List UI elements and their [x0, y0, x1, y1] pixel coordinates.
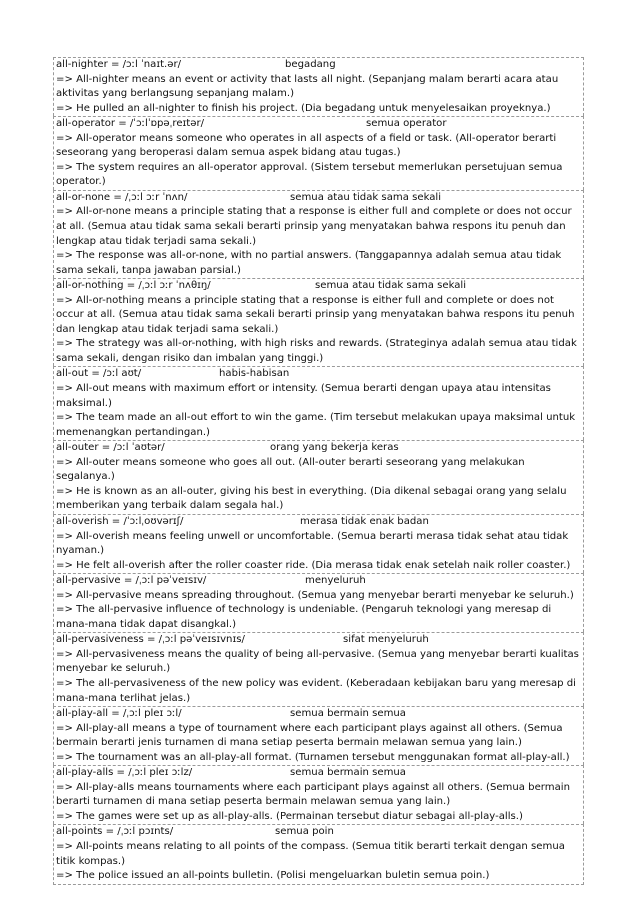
translation: semua atau tidak sama sekali	[290, 191, 442, 203]
entry-header	[56, 707, 581, 722]
example: => The system requires an all-operator approval. (Sistem tersebut memerlukan persetujuan semua operator.)	[56, 161, 563, 188]
headword: all-or-none = /ˌɔːl ɔːr ˈnʌn/	[56, 191, 188, 203]
translation: habis-habisan	[219, 368, 290, 380]
translation: semua bermain semua	[290, 767, 406, 779]
entry-all-pervasive	[53, 573, 584, 632]
entry-all-pervasiveness	[53, 632, 584, 706]
example: => The strategy was all-or-nothing, with high risks and rewards. (Strateginya adalah semua atau tidak sama sekali, dengan risiko dan imbalan yang tinggi.)	[56, 338, 577, 364]
entry-header	[56, 367, 581, 382]
definition: => All-or-nothing means a principle stating that a response is either full and complete or does not occur at all. (Semua atau tidak sama sekali berarti prinsip yang menyatakan bahwa respons itu penuh dan lengkap atau tidak terjadi sama sekali.)	[56, 294, 575, 335]
definition: => All-points means relating to all points of the compass. (Semua titik berarti terkait dengan semua titik kompas.)	[56, 840, 565, 867]
example: => The all-pervasiveness of the new policy was evident. (Keberadaan kebijakan baru yang meresap di mana-mana terlihat jelas.)	[56, 677, 576, 704]
definition: => All-or-none means a principle stating that a response is either full and complete or does not occur at all. (Semua atau tidak sama sekali berarti prinsip yang menyatakan bahwa respons itu penuh dan lengkap atau tidak terjadi sama sekali.)	[56, 206, 572, 247]
entry-header	[56, 633, 581, 648]
example: => He felt all-overish after the roller coaster ride. (Dia merasa tidak enak setelah naik roller coaster.)	[56, 559, 571, 571]
definition: => All-pervasiveness means the quality of being all-pervasive. (Semua yang menyebar berarti kualitas menyebar ke seluruh.)	[56, 648, 579, 675]
translation: begadang	[285, 59, 336, 70]
definition: => All-out means with maximum effort or intensity. (Semua berarti dengan upaya atau intensitas maksimal.)	[56, 383, 551, 409]
headword: all-out = /ɔːl aʊt/	[56, 368, 142, 380]
entry-all-or-nothing	[53, 278, 584, 366]
example: => The response was all-or-none, with no partial answers. (Tanggapannya adalah semua atau tidak sama sekali, tanpa jawaban parsial.)	[56, 250, 562, 276]
entry-header	[56, 825, 581, 840]
example: => The all-pervasive influence of technology is undeniable. (Pengaruh teknologi yang meresap di mana-mana tidak dapat disangkal.)	[56, 604, 552, 630]
definition: => All-pervasive means spreading throughout. (Semua yang menyebar berarti menyebar ke seluruh.)	[56, 589, 574, 601]
entry-header	[56, 574, 581, 589]
translation: orang yang bekerja keras	[270, 442, 399, 454]
definition: => All-nighter means an event or activity that lasts all night. (Sepanjang malam berarti acara atau aktivitas yang berlangsung sepanjang malam.)	[56, 73, 559, 100]
translation: semua bermain semua	[290, 708, 406, 720]
translation: semua operator	[366, 118, 447, 130]
entry-header	[56, 766, 581, 781]
translation: semua atau tidak sama sekali	[315, 280, 467, 292]
headword: all-outer = /ɔːl ˈaʊtər/	[56, 442, 165, 454]
definition: => All-operator means someone who operates in all aspects of a field or task. (All-operator berarti seseorang yang beroperasi dalam semua aspek bidang atau tugas.)	[56, 132, 557, 159]
definition: => All-play-alls means tournaments where each participant plays against all others. (Semua bermain berarti turnamen di mana setiap peserta bermain melawan semua yang lain.)	[56, 781, 570, 808]
headword: all-or-nothing = /ˌɔːl ɔːr ˈnʌθɪŋ/	[56, 280, 211, 292]
headword: all-play-alls = /ˌɔːl pleɪ ɔːlz/	[56, 767, 193, 779]
headword: all-pervasiveness = /ˌɔːl pəˈveɪsɪvnɪs/	[56, 634, 245, 646]
headword: all-operator = /ˈɔːlˈɒpəˌreɪtər/	[56, 118, 205, 130]
dictionary-page	[53, 57, 584, 885]
entry-header	[56, 515, 581, 530]
example: => He pulled an all-nighter to finish his project. (Dia begadang untuk menyelesaikan proyeknya.)	[56, 102, 551, 114]
entry-all-overish	[53, 514, 584, 573]
entry-all-or-none	[53, 190, 584, 278]
headword: all-points = /ˌɔːl pɔɪnts/	[56, 826, 174, 838]
example: => The police issued an all-points bulletin. (Polisi mengeluarkan buletin semua poin.)	[56, 870, 490, 882]
entry-all-play-all	[53, 706, 584, 765]
entry-header	[56, 58, 581, 73]
example: => The games were set up as all-play-alls. (Permainan tersebut diatur sebagai all-play-alls.)	[56, 810, 523, 822]
example: => He is known as an all-outer, giving his best in everything. (Dia dikenal sebagai orang yang selalu memberikan yang terbaik dalam segala hal.)	[56, 485, 567, 512]
entry-all-outer	[53, 440, 584, 514]
translation: sifat menyeluruh	[343, 634, 429, 646]
entry-header	[56, 191, 581, 206]
entry-header	[56, 279, 581, 294]
entry-all-play-alls	[53, 765, 584, 824]
definition: => All-play-all means a type of tournament where each participant plays against all others. (Semua bermain berarti jenis turnamen di mana setiap peserta bermain melawan semua yang lain.)	[56, 722, 563, 749]
definition: => All-outer means someone who goes all out. (All-outer berarti seseorang yang melakukan segalanya.)	[56, 456, 525, 483]
translation: menyeluruh	[305, 575, 366, 587]
entry-all-out	[53, 366, 584, 440]
headword: all-nighter = /ɔːl ˈnaɪt.ər/	[56, 59, 182, 70]
entry-all-points	[53, 824, 584, 884]
headword: all-overish = /ˈɔːlˌoʊvərɪʃ/	[56, 515, 184, 527]
translation: semua poin	[275, 826, 334, 838]
entry-all-operator	[53, 116, 584, 190]
definition: => All-overish means feeling unwell or uncomfortable. (Semua berarti merasa tidak sehat atau tidak nyaman.)	[56, 530, 569, 557]
example: => The team made an all-out effort to win the game. (Tim tersebut melakukan upaya maksimal untuk memenangkan pertandingan.)	[56, 412, 576, 438]
entry-header	[56, 117, 581, 132]
example: => The tournament was an all-play-all format. (Turnamen tersebut menggunakan format all-play-all.)	[56, 751, 570, 763]
translation: merasa tidak enak badan	[300, 515, 429, 527]
headword: all-play-all = /ˌɔːl pleɪ ɔːl/	[56, 708, 182, 720]
entry-header	[56, 441, 581, 456]
entry-all-nighter	[53, 57, 584, 116]
headword: all-pervasive = /ˌɔːl pəˈveɪsɪv/	[56, 575, 207, 587]
